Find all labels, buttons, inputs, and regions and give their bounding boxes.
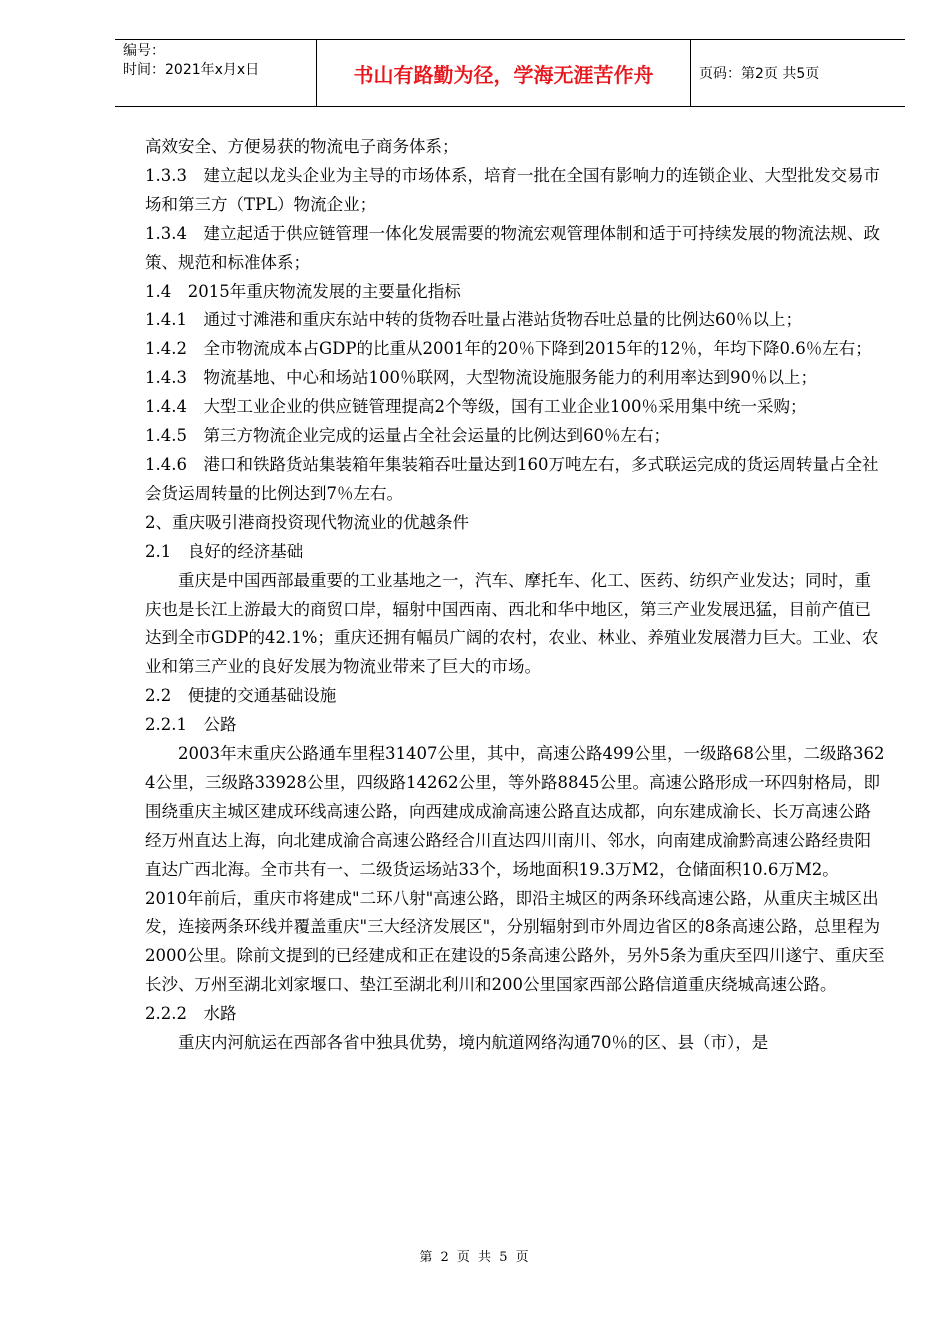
section-heading-2-2-1: 2.2.1 公路 [145, 715, 237, 735]
page-footer: 第 2 页 共 5 页 [419, 1250, 531, 1265]
section-heading-2-2: 2.2 便捷的交通基础设施 [145, 686, 337, 706]
list-item-1-4-6: 1.4.6 港口和铁路货站集装箱年集装箱吞吐量达到160万吨左右，多式联运完成的货运周转量占全社会货运周转量的比例达到7％左右。 [145, 454, 879, 503]
list-item-1-4-2: 1.4.2 全市物流成本占GDP的比重从2001年的20％下降到2015年的12％，年均下降0.6％左右； [145, 339, 872, 359]
paragraph-highways: 2003年末重庆公路通车里程31407公里，其中，高速公路499公里，一级路68公里，二级路3624公里，三级路33928公里，四级路14262公里，等外路8845公里。高速公路形成一环四射格局，即围绕重庆主城区建成环线高速公路，向西建成成渝高速公路直达成都，向东建成渝长、长万高速公路经万州直达上海，向北建成渝合高速公路经合川直达四川南川、邻水，向南建成渝黔高速公路经贵阳直达广西北海。全市共有一、二级货运场站33个，场地面积19.3万M2，仓储面积10.6万M2。 [145, 744, 885, 879]
paragraph-economy: 重庆是中国西部最重要的工业基地之一，汽车、摩托车、化工、医药、纺织产业发达；同时，重庆也是长江上游最大的商贸口岸，辐射中国西南、西北和华中地区，第三产业发展迅猛，目前产值已达到全市GDP的42.1%；重庆还拥有幅员广阔的农村，农业、林业、养殖业发展潜力巨大。工业、农业和第三产业的良好发展为物流业带来了巨大的市场。 [145, 570, 879, 677]
header-page-number: 页码：第2页 共5页 [699, 66, 820, 82]
list-item-1-4-4: 1.4.4 大型工业企业的供应链管理提高2个等级，国有工业企业100％采用集中统一采购； [145, 397, 807, 417]
section-heading-2: 2、重庆吸引港商投资现代物流业的优越条件 [145, 512, 469, 532]
list-item-1-4-3: 1.4.3 物流基地、中心和场站100％联网，大型物流设施服务能力的利用率达到90％以上； [145, 368, 817, 388]
list-item-1-4-1: 1.4.1 通过寸滩港和重庆东站中转的货物吞吐量占港站货物吞吐总量的比例达60％以上； [145, 310, 802, 330]
section-heading-2-2-2: 2.2.2 水路 [145, 1004, 237, 1024]
document-time-label: 时间：2021年x月x日 [123, 62, 260, 78]
section-heading-1-4: 1.4 2015年重庆物流发展的主要量化指标 [145, 281, 461, 301]
list-item-1-3-4: 1.3.4 建立起适于供应链管理一体化发展需要的物流宏观管理体制和适于可持续发展的物流法规、政策、规范和标准体系； [145, 223, 880, 272]
section-heading-2-1: 2.1 良好的经济基础 [145, 541, 304, 561]
header-meta [115, 40, 317, 106]
paragraph-highway-plan: 2010年前后，重庆市将建成"二环八射"高速公路，即沿主城区的两条环线高速公路，从重庆主城区出发，连接两条环线并覆盖重庆"三大经济发展区"，分别辐射到市外周边省区的8条高速公路，总里程为2000公里。除前文提到的已经建成和正在建设的5条高速公路外，另外5条为重庆至四川遂宁、重庆至长沙、万州至湖北刘家堰口、垫江至湖北利川和200公里国家西部公路信道重庆绕城高速公路。 [145, 888, 885, 995]
page-header [115, 39, 905, 107]
document-number-label: 编号： [123, 43, 165, 59]
list-item-1-3-3: 1.3.3 建立起以龙头企业为主导的市场体系，培育一批在全国有影响力的连锁企业、大型批发交易市场和第三方（TPL）物流企业； [145, 165, 880, 214]
list-item-1-4-5: 1.4.5 第三方物流企业完成的运量占全社会运量的比例达到60％左右； [145, 426, 670, 446]
paragraph-waterways: 重庆内河航运在西部各省中独具优势，境内航道网络沟通70％的区、县（市），是 [178, 1033, 769, 1053]
paragraph: 高效安全、方便易获的物流电子商务体系； [145, 137, 459, 156]
document-body [145, 133, 885, 1058]
header-motto: 书山有路勤为径，学海无涯苦作舟 [317, 40, 691, 106]
